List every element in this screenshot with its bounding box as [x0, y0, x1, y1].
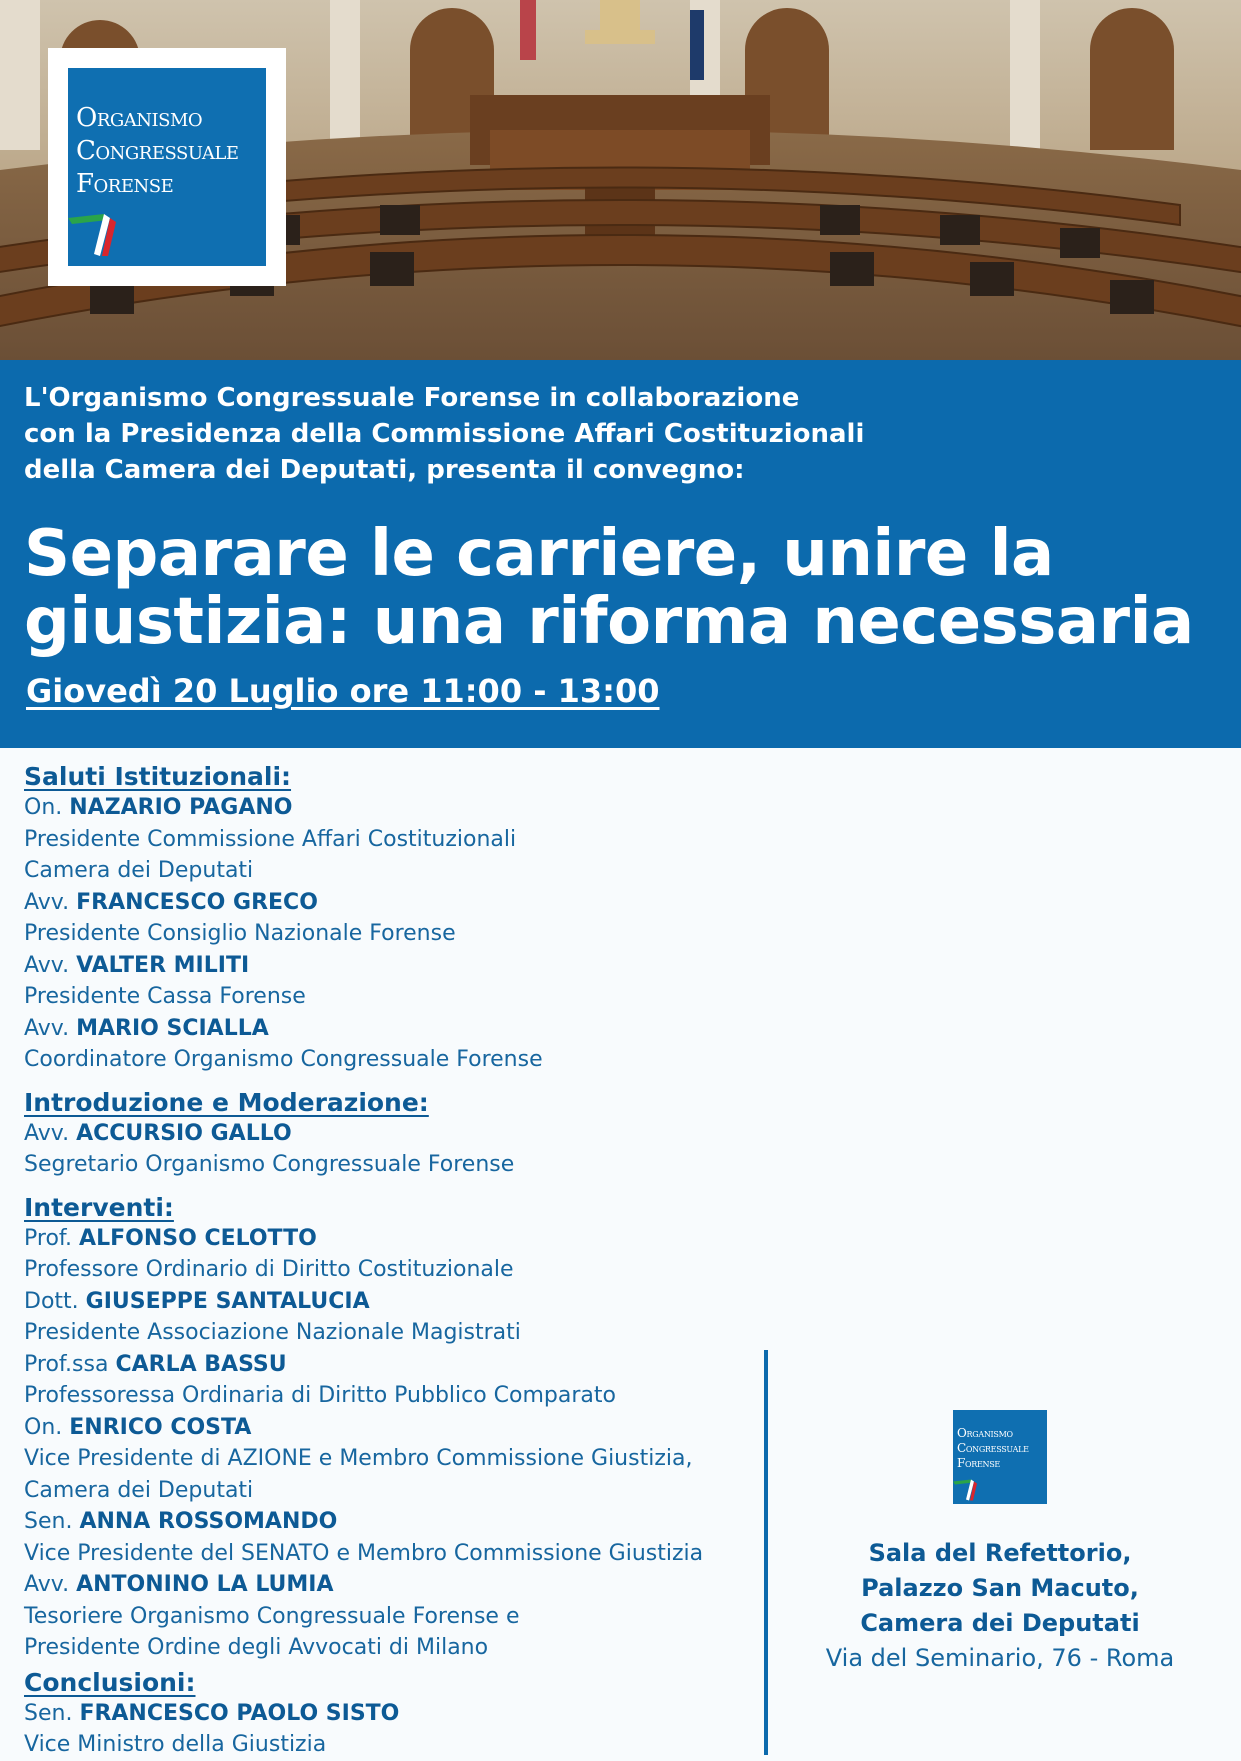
- tricolor-mark-icon: [68, 208, 128, 258]
- speaker-prefix: Sen.: [24, 1509, 73, 1534]
- speaker-name: ACCURSIO GALLO: [76, 1120, 292, 1146]
- speaker-prefix: Avv.: [24, 889, 70, 915]
- section-heading-interventi: Interventi:: [24, 1192, 174, 1222]
- speaker-prefix: Dott.: [24, 1288, 79, 1314]
- logo-line: Congressuale: [76, 136, 239, 166]
- speaker-name: FRANCESCO PAOLO SISTO: [79, 1700, 400, 1726]
- logo-wordmark-small: [957, 1426, 1029, 1471]
- intro-text: [24, 380, 864, 488]
- speaker-entry: [24, 1349, 724, 1412]
- intro-line: della Camera dei Deputati, presenta il convegno:: [24, 455, 745, 485]
- tricolor-mark-icon: [953, 1476, 983, 1502]
- speaker-prefix: Avv.: [24, 1015, 70, 1041]
- speaker-prefix: Prof.: [24, 1225, 73, 1251]
- speaker-prefix: Avv.: [24, 1120, 70, 1146]
- speaker-name-line: [24, 1223, 724, 1255]
- speaker-role: Presidente Consiglio Nazionale Forense: [24, 921, 456, 946]
- speaker-entry: [24, 1013, 724, 1076]
- intro-line: con la Presidenza della Commissione Affari Costituzionali: [24, 419, 865, 449]
- logo-line: Organismo: [76, 103, 203, 133]
- speaker-prefix: Prof.ssa: [24, 1351, 109, 1377]
- speaker-name-line: [24, 1412, 724, 1444]
- speaker-name: MARIO SCIALLA: [76, 1015, 269, 1041]
- speaker-name-line: [24, 1698, 724, 1730]
- venue-name-line: Palazzo San Macuto,: [861, 1574, 1139, 1602]
- speaker-name-line: [24, 1506, 724, 1538]
- vertical-divider: [764, 1350, 768, 1755]
- title-line: Separare le carriere, unire la: [24, 517, 1054, 591]
- section-heading-saluti: Saluti Istituzionali:: [24, 762, 292, 791]
- organization-logo-small: [953, 1410, 1047, 1504]
- speaker-role: Vice Ministro della Giustizia: [24, 1732, 327, 1757]
- speaker-entry: [24, 1412, 724, 1507]
- speaker-entry: [24, 792, 724, 887]
- venue-name: [770, 1536, 1230, 1641]
- speaker-role: Presidente Cassa Forense: [24, 984, 306, 1009]
- venue-name-line: Sala del Refettorio,: [868, 1539, 1132, 1567]
- speaker-name-line: [24, 950, 724, 982]
- speaker-role: Segretario Organismo Congressuale Forense: [24, 1152, 515, 1177]
- event-header-band: [0, 360, 1241, 748]
- speaker-entry: [24, 950, 724, 1013]
- speaker-role: Presidente Commissione Affari Costituzionali: [24, 826, 517, 852]
- speaker-name: NAZARIO PAGANO: [69, 795, 293, 820]
- speaker-role: Professoressa Ordinaria di Diritto Pubblico Comparato: [24, 1383, 616, 1408]
- speaker-name: ENRICO COSTA: [69, 1414, 252, 1440]
- speaker-entry: [24, 1223, 724, 1286]
- logo-line: Forense: [957, 1456, 1000, 1470]
- speaker-entry: [24, 1569, 724, 1664]
- speaker-name: CARLA BASSU: [115, 1351, 287, 1377]
- speaker-name: ALFONSO CELOTTO: [79, 1225, 317, 1251]
- speaker-name: ANNA ROSSOMANDO: [79, 1509, 338, 1534]
- speaker-name-line: [24, 1013, 724, 1045]
- section-heading-conclusioni: Conclusioni:: [24, 1667, 196, 1697]
- speaker-entry: [24, 887, 724, 950]
- organization-logo: [68, 68, 266, 266]
- intro-line: L'Organismo Congressuale Forense in collaborazione: [24, 383, 800, 413]
- speaker-prefix: Avv.: [24, 1572, 70, 1597]
- speaker-prefix: On.: [24, 1414, 63, 1440]
- speaker-prefix: On.: [24, 795, 63, 820]
- speaker-name: VALTER MILITI: [76, 952, 250, 978]
- logo-frame: [48, 48, 286, 286]
- speaker-role: Presidente Associazione Nazionale Magistrati: [24, 1320, 521, 1345]
- speaker-name-line: [24, 1286, 724, 1318]
- speaker-role: Vice Presidente di AZIONE e Membro Commissione Giustizia,: [24, 1446, 693, 1471]
- speaker-role: Coordinatore Organismo Congressuale Forense: [24, 1047, 543, 1072]
- speaker-name-line: [24, 1118, 724, 1150]
- venue-info: [770, 1410, 1230, 1675]
- speaker-name-line: [24, 887, 724, 919]
- speaker-name-line: [24, 792, 724, 824]
- venue-name-line: Camera dei Deputati: [860, 1609, 1140, 1637]
- event-title: [24, 517, 1194, 659]
- speaker-prefix: Sen.: [24, 1700, 73, 1726]
- speaker-role: Vice Presidente del SENATO e Membro Commissione Giustizia: [24, 1540, 704, 1566]
- speaker-name-line: [24, 1569, 724, 1601]
- speaker-entry: [24, 1118, 724, 1181]
- section-heading-introduzione: Introduzione e Moderazione:: [24, 1087, 429, 1117]
- venue-address: Via del Seminario, 76 - Roma: [825, 1644, 1175, 1672]
- event-date: Giovedì 20 Luglio ore 11:00 - 13:00: [26, 672, 660, 710]
- speaker-name: FRANCESCO GRECO: [76, 889, 318, 915]
- speaker-role: Camera dei Deputati: [24, 858, 254, 883]
- logo-line: Forense: [76, 169, 174, 199]
- speaker-entry: [24, 1698, 724, 1761]
- speaker-role: Tesoriere Organismo Congressuale Forense e: [24, 1603, 520, 1629]
- program: [24, 758, 724, 1761]
- logo-line: Congressuale: [957, 1441, 1029, 1455]
- logo-line: Organismo: [957, 1426, 1013, 1440]
- speaker-name: GIUSEPPE SANTALUCIA: [85, 1288, 370, 1314]
- logo-wordmark: [76, 102, 239, 201]
- speaker-prefix: Avv.: [24, 952, 70, 978]
- speaker-entry: [24, 1506, 724, 1569]
- speaker-name-line: [24, 1349, 724, 1381]
- speaker-entry: [24, 1286, 724, 1349]
- speaker-role: Camera dei Deputati: [24, 1477, 254, 1503]
- speaker-role: Professore Ordinario di Diritto Costituzionale: [24, 1257, 514, 1282]
- title-line: giustizia: una riforma necessaria: [24, 585, 1194, 659]
- speaker-name: ANTONINO LA LUMIA: [76, 1572, 334, 1597]
- speaker-role: Presidente Ordine degli Avvocati di Milano: [24, 1635, 489, 1660]
